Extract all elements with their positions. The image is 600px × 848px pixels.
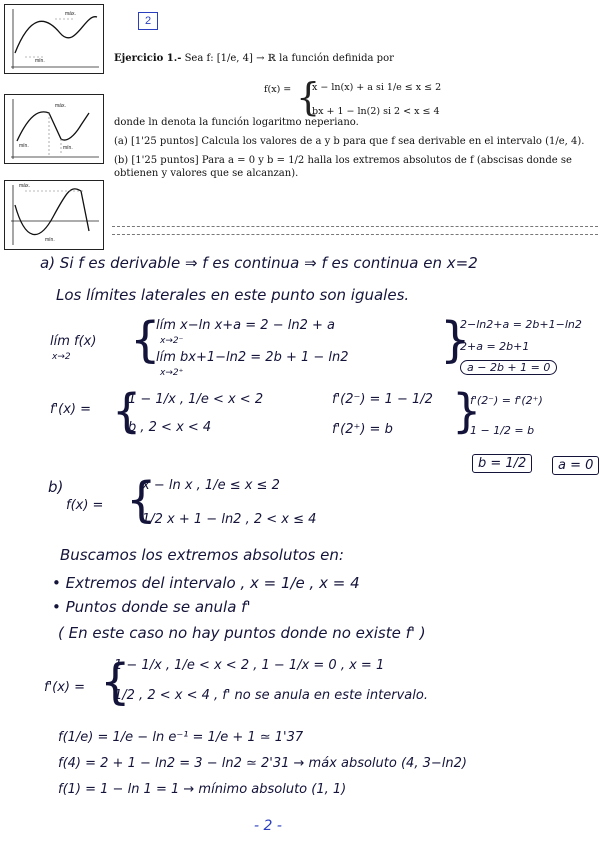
fpb-piece-1: 1 − 1/x , 1/e < x < 2 , 1 − 1/x = 0 , x = 1 bbox=[114, 658, 385, 673]
b-label: b) bbox=[48, 478, 64, 496]
graph-thumbnail-2 bbox=[4, 94, 104, 164]
exercise-heading: Ejercicio 1.- bbox=[114, 53, 182, 64]
result-b: b = 1/2 bbox=[472, 454, 532, 473]
a-line-2: Los límites laterales en este punto son iguales. bbox=[56, 286, 410, 304]
equation-2: 2+a = 2b+1 bbox=[460, 340, 530, 353]
buscamos-line: Buscamos los extremos absolutos en: bbox=[60, 546, 344, 564]
graph-1-svg bbox=[5, 5, 103, 73]
limit-right-sub: x→2⁺ bbox=[160, 368, 184, 378]
fpb-brace: { bbox=[100, 654, 131, 710]
max-label: máx. bbox=[65, 11, 76, 17]
fb-label: f(x) = bbox=[66, 498, 104, 513]
value-2: f(4) = 2 + 1 − ln2 = 3 − ln2 ≃ 2'31 → máx absoluto (4, 3−ln2) bbox=[58, 756, 467, 771]
function-label: f(x) = bbox=[264, 84, 292, 95]
piece-1: x − ln(x) + a si 1/e ≤ x ≤ 2 bbox=[312, 82, 442, 93]
graph-2-svg bbox=[5, 95, 103, 163]
result-a: a = 0 bbox=[552, 456, 599, 475]
equation-3: a − 2b + 1 = 0 bbox=[460, 360, 557, 375]
derivative-right: f'(2⁺) = b bbox=[332, 422, 393, 437]
fb-piece-1: x − ln x , 1/e ≤ x ≤ 2 bbox=[142, 478, 280, 493]
graph-thumbnail-1 bbox=[4, 4, 104, 74]
exercise-note: donde ln denota la función logaritmo neperiano. bbox=[114, 117, 359, 128]
parenthetical: ( En este caso no hay puntos donde no existe f' ) bbox=[58, 624, 426, 642]
divider-2 bbox=[112, 234, 598, 235]
value-1: f(1/e) = 1/e − ln e⁻¹ = 1/e + 1 ≃ 1'37 bbox=[58, 730, 304, 745]
limit-right: lím bx+1−ln2 = 2b + 1 − ln2 bbox=[156, 350, 349, 365]
divider-1 bbox=[112, 226, 598, 227]
min-label: mín. bbox=[35, 58, 45, 64]
min-label-2: mín. bbox=[63, 145, 73, 151]
fpb-piece-2: 1/2 , 2 < x < 4 , f' no se anula en este intervalo. bbox=[114, 688, 428, 703]
graph-thumbnail-3 bbox=[4, 180, 104, 250]
fb-piece-2: 1/2 x + 1 − ln2 , 2 < x ≤ 4 bbox=[142, 512, 317, 527]
derivative-label: f'(x) = bbox=[50, 402, 92, 417]
exercise-statement bbox=[114, 52, 598, 65]
derivative-piece-1: 1 − 1/x , 1/e < x < 2 bbox=[128, 392, 264, 407]
exercise-parts bbox=[114, 116, 598, 186]
value-3: f(1) = 1 − ln 1 = 1 → mínimo absoluto (1, 1) bbox=[58, 782, 347, 797]
limit-sub: x→2 bbox=[52, 352, 71, 362]
max-label: máx. bbox=[55, 103, 66, 109]
limit-left: lím x−ln x+a = 2 − ln2 + a bbox=[156, 318, 335, 333]
derivative-left: f'(2⁻) = 1 − 1/2 bbox=[332, 392, 433, 407]
fb-brace: { bbox=[126, 472, 157, 528]
piece-2: bx + 1 − ln(2) si 2 < x ≤ 4 bbox=[312, 106, 440, 117]
equation-1: 2−ln2+a = 2b+1−ln2 bbox=[460, 318, 582, 331]
page-footer: - 2 - bbox=[254, 818, 282, 834]
bullet-2: • Puntos donde se anula f' bbox=[52, 598, 251, 616]
derivative-eq-1: f'(2⁻) = f'(2⁺) bbox=[470, 394, 543, 407]
exercise-intro: Sea f: [1/e, 4] → ℝ la función definida por bbox=[184, 53, 394, 64]
a-line-1: a) Si f es derivable ⇒ f es continua ⇒ f es continua en x=2 bbox=[40, 254, 478, 272]
page-number-box: 2 bbox=[138, 12, 158, 30]
thumbnail-column bbox=[4, 4, 108, 243]
part-a: (a) [1'25 puntos] Calcula los valores de a y b para que f sea derivable en el intervalo (1/e, 4). bbox=[114, 136, 585, 147]
max-label: máx. bbox=[19, 183, 30, 189]
min-label: mín. bbox=[19, 143, 29, 149]
eq-brace: } bbox=[440, 312, 471, 368]
min-label: mín. bbox=[45, 237, 55, 243]
derivative-eq-brace: } bbox=[452, 384, 482, 438]
bullet-1: • Extremos del intervalo , x = 1/e , x = 4 bbox=[52, 574, 360, 592]
limit-label: lím f(x) bbox=[50, 334, 97, 349]
limit-brace: { bbox=[130, 312, 161, 368]
derivative-brace: { bbox=[112, 384, 142, 438]
part-b: (b) [1'25 puntos] Para a = 0 y b = 1/2 halla los extremos absolutos de f (abscisas donde se obtienen y valores que se alcanzan). bbox=[114, 155, 572, 179]
derivative-piece-2: b , 2 < x < 4 bbox=[128, 420, 212, 435]
derivative-eq-2: 1 − 1/2 = b bbox=[470, 424, 535, 437]
limit-left-sub: x→2⁻ bbox=[160, 336, 184, 346]
piecewise-brace: { bbox=[296, 75, 321, 119]
fpb-label: f'(x) = bbox=[44, 680, 86, 695]
